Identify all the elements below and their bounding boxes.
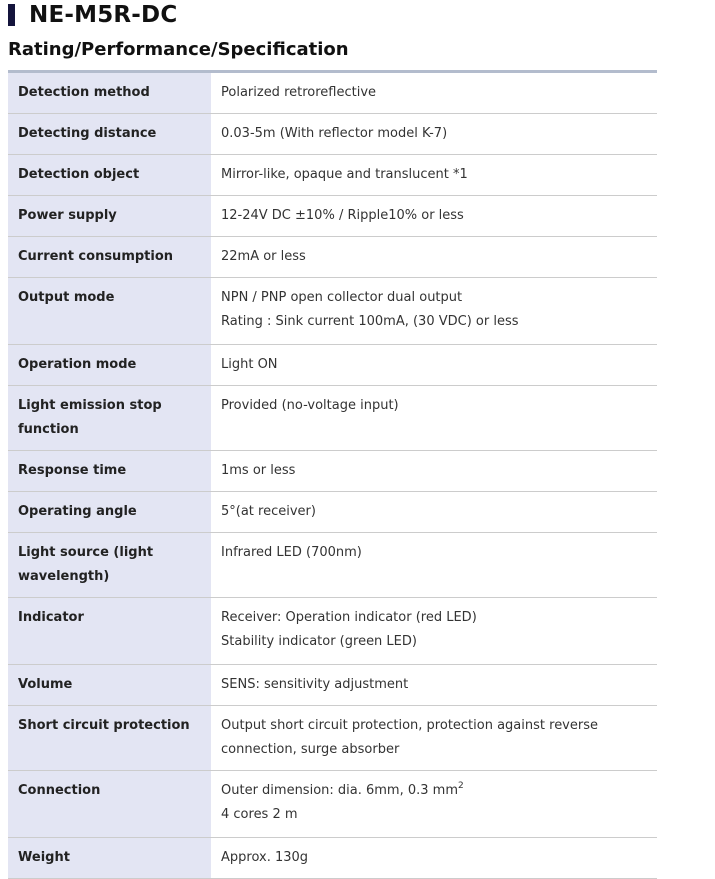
superscript: 2 [458,780,464,791]
spec-value-line: 12-24V DC ±10% / Ripple10% or less [221,208,464,223]
table-row [8,345,657,386]
spec-label: Detection object [8,155,211,196]
spec-label: Volume [8,665,211,706]
spec-label: Connection [8,771,211,838]
spec-value-line: 1ms or less [221,463,296,478]
table-row [8,155,657,196]
page-title: NE-M5R-DC [29,2,178,28]
spec-value-line: Receiver: Operation indicator (red LED) [221,610,477,625]
spec-label: Short circuit protection [8,706,211,771]
spec-value [211,237,657,278]
table-row [8,196,657,237]
spec-value-line: Provided (no-voltage input) [221,398,399,413]
spec-value-line: Light ON [221,357,278,372]
table-row [8,598,657,665]
table-row [8,492,657,533]
spec-label: Output mode [8,278,211,345]
spec-label: Light emission stop function [8,386,211,451]
table-row [8,533,657,598]
table-row [8,771,657,838]
spec-value-line: SENS: sensitivity adjustment [221,677,409,692]
spec-value-line: Approx. 130g [221,850,309,865]
spec-value [211,771,657,838]
spec-value [211,345,657,386]
spec-label: Power supply [8,196,211,237]
spec-value [211,114,657,155]
spec-value [211,155,657,196]
table-row [8,706,657,771]
table-row [8,278,657,345]
specification-table [8,73,657,879]
spec-value [211,665,657,706]
spec-label: Indicator [8,598,211,665]
spec-value-line: Infrared LED (700nm) [221,545,362,560]
spec-value-line: Polarized retroreflective [221,85,377,100]
spec-value-line: Output short circuit protection, protection against reverse connection, surge absorber [221,718,598,757]
table-row [8,665,657,706]
spec-value-line: 4 cores 2 m [221,807,298,822]
spec-value [211,598,657,665]
spec-value [211,278,657,345]
spec-value-line: Stability indicator (green LED) [221,634,417,649]
spec-label: Detection method [8,73,211,114]
spec-value [211,196,657,237]
spec-label: Operating angle [8,492,211,533]
table-row [8,451,657,492]
table-row [8,73,657,114]
table-row [8,114,657,155]
spec-value-line: Mirror-like, opaque and translucent *1 [221,167,468,182]
spec-label: Weight [8,838,211,879]
table-row [8,386,657,451]
spec-value-line: NPN / PNP open collector dual output [221,290,463,305]
spec-label: Current consumption [8,237,211,278]
spec-value-line: 0.03-5m (With reflector model K-7) [221,126,448,141]
page-header [8,0,177,30]
section-heading: Rating/Performance/Specification [8,39,349,60]
spec-value [211,73,657,114]
spec-value [211,706,657,771]
spec-value-line: Rating : Sink current 100mA, (30 VDC) or less [221,314,519,329]
spec-label: Light source (light wavelength) [8,533,211,598]
spec-value [211,451,657,492]
spec-label: Operation mode [8,345,211,386]
table-row [8,237,657,278]
spec-value-line: Outer dimension: dia. 6mm, 0.3 $mm^2$ [221,780,464,798]
spec-value [211,492,657,533]
spec-label: Response time [8,451,211,492]
spec-value-line: 5°(at receiver) [221,504,316,519]
table-row [8,838,657,879]
spec-value-line: 22mA or less [221,249,306,264]
title-accent-bar [8,4,15,26]
spec-value [211,533,657,598]
spec-value [211,386,657,451]
spec-value [211,838,657,879]
spec-label: Detecting distance [8,114,211,155]
